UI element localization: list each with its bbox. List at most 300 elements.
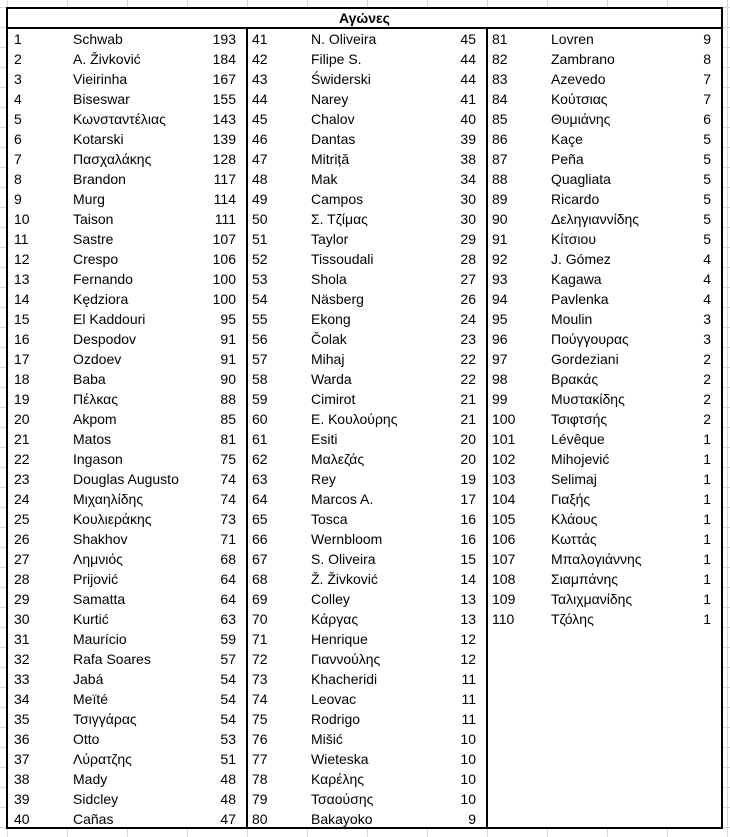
player-name-cell[interactable]: Cimirot — [311, 391, 356, 407]
player-name-cell[interactable]: Rafa Soares — [73, 651, 151, 667]
rank-cell[interactable]: 53 — [252, 271, 268, 287]
player-name-cell[interactable]: Ozdoev — [73, 351, 122, 367]
player-name-cell[interactable]: Κλάους — [551, 511, 598, 527]
appearances-cell[interactable]: 1 — [703, 431, 711, 447]
appearances-cell[interactable]: 128 — [212, 151, 236, 167]
appearances-cell[interactable]: 48 — [220, 771, 236, 787]
rank-cell[interactable]: 31 — [14, 631, 30, 647]
rank-cell[interactable]: 97 — [492, 351, 508, 367]
rank-cell[interactable]: 67 — [252, 551, 268, 567]
player-name-cell[interactable]: Gordeziani — [551, 351, 619, 367]
player-name-cell[interactable]: Despodov — [73, 331, 137, 347]
player-name-cell[interactable]: Cañas — [73, 811, 114, 827]
rank-cell[interactable]: 68 — [252, 571, 268, 587]
player-name-cell[interactable]: Jabá — [73, 671, 104, 687]
appearances-cell[interactable]: 22 — [460, 351, 476, 367]
appearances-cell[interactable]: 71 — [220, 531, 236, 547]
player-name-cell[interactable]: Čolak — [311, 331, 347, 347]
rank-cell[interactable]: 69 — [252, 591, 268, 607]
rank-cell[interactable]: 4 — [14, 91, 22, 107]
rank-cell[interactable]: 91 — [492, 231, 508, 247]
appearances-cell[interactable]: 4 — [703, 251, 711, 267]
appearances-cell[interactable]: 1 — [703, 451, 711, 467]
appearances-cell[interactable]: 91 — [220, 331, 236, 347]
rank-cell[interactable]: 79 — [252, 791, 268, 807]
appearances-cell[interactable]: 111 — [214, 211, 236, 227]
rank-cell[interactable]: 3 — [14, 71, 22, 87]
appearances-cell[interactable]: 73 — [220, 511, 236, 527]
rank-cell[interactable]: 46 — [252, 131, 268, 147]
player-name-cell[interactable]: Kagawa — [551, 271, 602, 287]
rank-cell[interactable]: 77 — [252, 751, 268, 767]
rank-cell[interactable]: 78 — [252, 771, 268, 787]
player-name-cell[interactable]: Brandon — [73, 171, 126, 187]
rank-cell[interactable]: 45 — [252, 111, 268, 127]
player-name-cell[interactable]: Mitriță — [311, 151, 350, 167]
player-name-cell[interactable]: Shakhov — [73, 531, 128, 547]
appearances-cell[interactable]: 2 — [703, 371, 711, 387]
rank-cell[interactable]: 100 — [492, 411, 516, 427]
player-name-cell[interactable]: Γιαξής — [551, 491, 591, 507]
rank-cell[interactable]: 101 — [492, 431, 516, 447]
player-name-cell[interactable]: Μαλεζάς — [311, 451, 365, 467]
appearances-cell[interactable]: 12 — [460, 631, 476, 647]
player-name-cell[interactable]: Azevedo — [551, 71, 606, 87]
rank-cell[interactable]: 9 — [14, 191, 22, 207]
player-name-cell[interactable]: Ingason — [73, 451, 123, 467]
player-name-cell[interactable]: Biseswar — [73, 91, 130, 107]
appearances-cell[interactable]: 44 — [460, 51, 476, 67]
player-name-cell[interactable]: Vieirinha — [73, 71, 128, 87]
rank-cell[interactable]: 55 — [252, 311, 268, 327]
player-name-cell[interactable]: Mihaj — [311, 351, 345, 367]
appearances-cell[interactable]: 1 — [703, 491, 711, 507]
rank-cell[interactable]: 28 — [14, 571, 30, 587]
rank-cell[interactable]: 13 — [14, 271, 30, 287]
player-name-cell[interactable]: Κούτσιας — [551, 91, 608, 107]
rank-cell[interactable]: 40 — [14, 811, 30, 827]
appearances-cell[interactable]: 2 — [703, 391, 711, 407]
rank-cell[interactable]: 62 — [252, 451, 268, 467]
appearances-cell[interactable]: 57 — [220, 651, 236, 667]
appearances-cell[interactable]: 1 — [703, 591, 711, 607]
player-name-cell[interactable]: Näsberg — [311, 291, 364, 307]
appearances-cell[interactable]: 1 — [703, 611, 711, 627]
appearances-cell[interactable]: 11 — [461, 691, 476, 707]
player-name-cell[interactable]: Prijović — [73, 571, 119, 587]
player-name-cell[interactable]: Otto — [73, 731, 100, 747]
player-name-cell[interactable]: Fernando — [73, 271, 133, 287]
player-name-cell[interactable]: Matos — [73, 431, 112, 447]
appearances-cell[interactable]: 59 — [220, 631, 236, 647]
appearances-cell[interactable]: 193 — [212, 31, 236, 47]
appearances-cell[interactable]: 45 — [460, 31, 476, 47]
appearances-cell[interactable]: 1 — [703, 511, 711, 527]
player-name-cell[interactable]: Sastre — [73, 231, 114, 247]
rank-cell[interactable]: 71 — [252, 631, 268, 647]
player-name-cell[interactable]: Douglas Augusto — [73, 471, 179, 487]
appearances-cell[interactable]: 95 — [220, 311, 236, 327]
appearances-cell[interactable]: 64 — [220, 571, 236, 587]
appearances-cell[interactable]: 1 — [703, 551, 711, 567]
rank-cell[interactable]: 8 — [14, 171, 22, 187]
appearances-cell[interactable]: 68 — [220, 551, 236, 567]
player-name-cell[interactable]: Henrique — [311, 631, 368, 647]
rank-cell[interactable]: 29 — [14, 591, 30, 607]
player-name-cell[interactable]: Pavlenka — [551, 291, 609, 307]
rank-cell[interactable]: 107 — [492, 551, 516, 567]
appearances-cell[interactable]: 88 — [220, 391, 236, 407]
appearances-cell[interactable]: 13 — [460, 591, 476, 607]
player-name-cell[interactable]: Mady — [73, 771, 108, 787]
rank-cell[interactable]: 26 — [14, 531, 30, 547]
rank-cell[interactable]: 103 — [492, 471, 516, 487]
appearances-cell[interactable]: 63 — [220, 611, 236, 627]
rank-cell[interactable]: 104 — [492, 491, 516, 507]
rank-cell[interactable]: 36 — [14, 731, 30, 747]
appearances-cell[interactable]: 34 — [460, 171, 476, 187]
rank-cell[interactable]: 59 — [252, 391, 268, 407]
rank-cell[interactable]: 23 — [14, 471, 30, 487]
appearances-cell[interactable]: 23 — [460, 331, 476, 347]
player-name-cell[interactable]: Κωττάς — [551, 531, 597, 547]
player-name-cell[interactable]: A. Živković — [73, 51, 141, 67]
appearances-cell[interactable]: 5 — [703, 171, 711, 187]
rank-cell[interactable]: 76 — [252, 731, 268, 747]
rank-cell[interactable]: 5 — [14, 111, 22, 127]
rank-cell[interactable]: 94 — [492, 291, 508, 307]
player-name-cell[interactable]: Shola — [311, 271, 347, 287]
player-name-cell[interactable]: Akpom — [73, 411, 117, 427]
rank-cell[interactable]: 21 — [14, 431, 30, 447]
appearances-cell[interactable]: 19 — [460, 471, 476, 487]
appearances-cell[interactable]: 7 — [703, 91, 711, 107]
player-name-cell[interactable]: Rodrigo — [311, 711, 361, 727]
player-name-cell[interactable]: Τσαούσης — [311, 791, 374, 807]
player-name-cell[interactable]: Ε. Κουλούρης — [311, 411, 398, 427]
appearances-cell[interactable]: 11 — [461, 711, 476, 727]
rank-cell[interactable]: 75 — [252, 711, 268, 727]
appearances-cell[interactable]: 91 — [220, 351, 236, 367]
player-name-cell[interactable]: Μυστακίδης — [551, 391, 625, 407]
rank-cell[interactable]: 10 — [14, 211, 30, 227]
appearances-cell[interactable]: 44 — [460, 71, 476, 87]
appearances-cell[interactable]: 106 — [212, 251, 236, 267]
player-name-cell[interactable]: Kotarski — [73, 131, 124, 147]
appearances-cell[interactable]: 48 — [220, 791, 236, 807]
rank-cell[interactable]: 92 — [492, 251, 508, 267]
rank-cell[interactable]: 72 — [252, 651, 268, 667]
appearances-cell[interactable]: 14 — [460, 571, 476, 587]
player-name-cell[interactable]: Dantas — [311, 131, 356, 147]
rank-cell[interactable]: 64 — [252, 491, 268, 507]
player-name-cell[interactable]: N. Oliveira — [311, 31, 377, 47]
rank-cell[interactable]: 17 — [14, 351, 30, 367]
player-name-cell[interactable]: Γιαννούλης — [311, 651, 381, 667]
player-name-cell[interactable]: Mak — [311, 171, 338, 187]
appearances-cell[interactable]: 167 — [212, 71, 236, 87]
player-name-cell[interactable]: Κωνσταντέλιας — [73, 111, 166, 127]
player-name-cell[interactable]: Leovac — [311, 691, 357, 707]
player-name-cell[interactable]: Ekong — [311, 311, 351, 327]
appearances-cell[interactable]: 100 — [212, 271, 236, 287]
appearances-cell[interactable]: 5 — [703, 231, 711, 247]
player-name-cell[interactable]: Zambrano — [551, 51, 615, 67]
rank-cell[interactable]: 25 — [14, 511, 30, 527]
rank-cell[interactable]: 27 — [14, 551, 30, 567]
rank-cell[interactable]: 37 — [14, 751, 30, 767]
appearances-cell[interactable]: 107 — [212, 231, 236, 247]
rank-cell[interactable]: 47 — [252, 151, 268, 167]
rank-cell[interactable]: 106 — [492, 531, 516, 547]
appearances-cell[interactable]: 40 — [460, 111, 476, 127]
appearances-cell[interactable]: 51 — [220, 751, 236, 767]
appearances-cell[interactable]: 16 — [460, 531, 476, 547]
appearances-cell[interactable]: 81 — [220, 431, 236, 447]
appearances-cell[interactable]: 54 — [220, 671, 236, 687]
appearances-cell[interactable]: 53 — [220, 731, 236, 747]
player-name-cell[interactable]: Kaçe — [551, 131, 583, 147]
rank-cell[interactable]: 18 — [14, 371, 30, 387]
rank-cell[interactable]: 34 — [14, 691, 30, 707]
rank-cell[interactable]: 109 — [492, 591, 516, 607]
rank-cell[interactable]: 35 — [14, 711, 30, 727]
appearances-cell[interactable]: 17 — [460, 491, 476, 507]
rank-cell[interactable]: 108 — [492, 571, 516, 587]
player-name-cell[interactable]: Marcos A. — [311, 491, 374, 507]
player-name-cell[interactable]: Τζόλης — [551, 611, 594, 627]
rank-cell[interactable]: 32 — [14, 651, 30, 667]
rank-cell[interactable]: 93 — [492, 271, 508, 287]
rank-cell[interactable]: 57 — [252, 351, 268, 367]
rank-cell[interactable]: 44 — [252, 91, 268, 107]
rank-cell[interactable]: 110 — [492, 611, 515, 627]
rank-cell[interactable]: 15 — [14, 311, 30, 327]
player-name-cell[interactable]: Μιχαηλίδης — [73, 491, 144, 507]
player-name-cell[interactable]: Ž. Živković — [311, 571, 378, 587]
rank-cell[interactable]: 6 — [14, 131, 22, 147]
rank-cell[interactable]: 1 — [14, 31, 22, 47]
player-name-cell[interactable]: Βρακάς — [551, 371, 599, 387]
player-name-cell[interactable]: Κίτσιου — [551, 231, 596, 247]
player-name-cell[interactable]: Mihojević — [551, 451, 610, 467]
rank-cell[interactable]: 88 — [492, 171, 508, 187]
rank-cell[interactable]: 43 — [252, 71, 268, 87]
player-name-cell[interactable]: Λύρατζης — [73, 751, 132, 767]
player-name-cell[interactable]: Καρέλης — [311, 771, 364, 787]
appearances-cell[interactable]: 75 — [220, 451, 236, 467]
rank-cell[interactable]: 38 — [14, 771, 30, 787]
appearances-cell[interactable]: 54 — [220, 691, 236, 707]
appearances-cell[interactable]: 1 — [703, 471, 711, 487]
rank-cell[interactable]: 33 — [14, 671, 30, 687]
rank-cell[interactable]: 80 — [252, 811, 268, 827]
rank-cell[interactable]: 89 — [492, 191, 508, 207]
rank-cell[interactable]: 63 — [252, 471, 268, 487]
appearances-cell[interactable]: 5 — [703, 191, 711, 207]
player-name-cell[interactable]: Świderski — [311, 71, 371, 87]
appearances-cell[interactable]: 117 — [213, 171, 236, 187]
player-name-cell[interactable]: Taylor — [311, 231, 349, 247]
player-name-cell[interactable]: El Kaddouri — [73, 311, 146, 327]
appearances-cell[interactable]: 10 — [460, 791, 476, 807]
rank-cell[interactable]: 56 — [252, 331, 268, 347]
player-name-cell[interactable]: Μπαλογιάννης — [551, 551, 642, 567]
player-name-cell[interactable]: Meïté — [73, 691, 109, 707]
rank-cell[interactable]: 58 — [252, 371, 268, 387]
appearances-cell[interactable]: 22 — [460, 371, 476, 387]
appearances-cell[interactable]: 2 — [703, 411, 711, 427]
player-name-cell[interactable]: Esiti — [311, 431, 338, 447]
player-name-cell[interactable]: Filipe S. — [311, 51, 362, 67]
rank-cell[interactable]: 16 — [14, 331, 30, 347]
player-name-cell[interactable]: Maurício — [73, 631, 127, 647]
player-name-cell[interactable]: Samatta — [73, 591, 126, 607]
appearances-cell[interactable]: 3 — [703, 331, 711, 347]
rank-cell[interactable]: 74 — [252, 691, 268, 707]
appearances-cell[interactable]: 12 — [460, 651, 476, 667]
appearances-cell[interactable]: 16 — [460, 511, 476, 527]
rank-cell[interactable]: 12 — [14, 251, 30, 267]
rank-cell[interactable]: 85 — [492, 111, 508, 127]
appearances-cell[interactable]: 3 — [703, 311, 711, 327]
player-name-cell[interactable]: Khacheridi — [311, 671, 378, 687]
appearances-cell[interactable]: 54 — [220, 711, 236, 727]
appearances-cell[interactable]: 20 — [460, 431, 476, 447]
player-name-cell[interactable]: Ταλιχμανίδης — [551, 591, 633, 607]
appearances-cell[interactable]: 39 — [460, 131, 476, 147]
player-name-cell[interactable]: Quagliata — [551, 171, 611, 187]
appearances-cell[interactable]: 21 — [460, 411, 476, 427]
appearances-cell[interactable]: 5 — [703, 151, 711, 167]
player-name-cell[interactable]: Chalov — [311, 111, 355, 127]
player-name-cell[interactable]: Wernbloom — [311, 531, 383, 547]
appearances-cell[interactable]: 114 — [213, 191, 236, 207]
rank-cell[interactable]: 54 — [252, 291, 268, 307]
player-name-cell[interactable]: Kędziora — [73, 291, 129, 307]
rank-cell[interactable]: 11 — [14, 231, 29, 247]
player-name-cell[interactable]: Δεληγιαννίδης — [551, 211, 640, 227]
appearances-cell[interactable]: 30 — [460, 191, 476, 207]
player-name-cell[interactable]: Κουλιεράκης — [73, 511, 152, 527]
rank-cell[interactable]: 84 — [492, 91, 508, 107]
player-name-cell[interactable]: Τσιφτσής — [551, 411, 608, 427]
rank-cell[interactable]: 22 — [14, 451, 30, 467]
player-name-cell[interactable]: Ricardo — [551, 191, 600, 207]
appearances-cell[interactable]: 30 — [460, 211, 476, 227]
player-name-cell[interactable]: Taison — [73, 211, 114, 227]
appearances-cell[interactable]: 7 — [703, 71, 711, 87]
appearances-cell[interactable]: 41 — [460, 91, 476, 107]
appearances-cell[interactable]: 15 — [460, 551, 476, 567]
player-name-cell[interactable]: Σ. Τζίμας — [311, 211, 368, 227]
appearances-cell[interactable]: 5 — [703, 131, 711, 147]
appearances-cell[interactable]: 64 — [220, 591, 236, 607]
player-name-cell[interactable]: J. Gómez — [551, 251, 611, 267]
player-name-cell[interactable]: Bakayoko — [311, 811, 373, 827]
player-name-cell[interactable]: Τσιγγάρας — [73, 711, 137, 727]
appearances-cell[interactable]: 8 — [703, 51, 711, 67]
player-name-cell[interactable]: Sidcley — [73, 791, 119, 807]
appearances-cell[interactable]: 85 — [220, 411, 236, 427]
appearances-cell[interactable]: 21 — [460, 391, 476, 407]
player-name-cell[interactable]: Πέλκας — [73, 391, 119, 407]
rank-cell[interactable]: 95 — [492, 311, 508, 327]
appearances-cell[interactable]: 100 — [212, 291, 236, 307]
rank-cell[interactable]: 14 — [14, 291, 30, 307]
rank-cell[interactable]: 65 — [252, 511, 268, 527]
appearances-cell[interactable]: 10 — [460, 771, 476, 787]
player-name-cell[interactable]: Campos — [311, 191, 364, 207]
appearances-cell[interactable]: 1 — [703, 531, 711, 547]
rank-cell[interactable]: 60 — [252, 411, 268, 427]
rank-cell[interactable]: 41 — [252, 31, 268, 47]
appearances-cell[interactable]: 5 — [703, 211, 711, 227]
player-name-cell[interactable]: Peña — [551, 151, 584, 167]
player-name-cell[interactable]: Kurtić — [73, 611, 109, 627]
player-name-cell[interactable]: Tosca — [311, 511, 348, 527]
player-name-cell[interactable]: Crespo — [73, 251, 119, 267]
appearances-cell[interactable]: 20 — [460, 451, 476, 467]
player-name-cell[interactable]: Schwab — [73, 31, 123, 47]
rank-cell[interactable]: 50 — [252, 211, 268, 227]
rank-cell[interactable]: 19 — [14, 391, 30, 407]
appearances-cell[interactable]: 4 — [703, 291, 711, 307]
rank-cell[interactable]: 73 — [252, 671, 268, 687]
rank-cell[interactable]: 30 — [14, 611, 30, 627]
appearances-cell[interactable]: 74 — [220, 471, 236, 487]
rank-cell[interactable]: 7 — [14, 151, 22, 167]
appearances-cell[interactable]: 4 — [703, 271, 711, 287]
appearances-cell[interactable]: 13 — [460, 611, 476, 627]
rank-cell[interactable]: 99 — [492, 391, 508, 407]
rank-cell[interactable]: 83 — [492, 71, 508, 87]
rank-cell[interactable]: 105 — [492, 511, 516, 527]
player-name-cell[interactable]: Colley — [311, 591, 350, 607]
rank-cell[interactable]: 24 — [14, 491, 30, 507]
appearances-cell[interactable]: 38 — [460, 151, 476, 167]
appearances-cell[interactable]: 74 — [220, 491, 236, 507]
player-name-cell[interactable]: Selimaj — [551, 471, 597, 487]
player-name-cell[interactable]: Θυμιάνης — [551, 111, 611, 127]
appearances-cell[interactable]: 90 — [220, 371, 236, 387]
player-name-cell[interactable]: S. Oliveira — [311, 551, 376, 567]
player-name-cell[interactable]: Warda — [311, 371, 352, 387]
rank-cell[interactable]: 42 — [252, 51, 268, 67]
appearances-cell[interactable]: 29 — [460, 231, 476, 247]
appearances-cell[interactable]: 9 — [703, 31, 711, 47]
rank-cell[interactable]: 66 — [252, 531, 268, 547]
player-name-cell[interactable]: Moulin — [551, 311, 593, 327]
appearances-cell[interactable]: 26 — [460, 291, 476, 307]
rank-cell[interactable]: 70 — [252, 611, 268, 627]
appearances-cell[interactable]: 6 — [703, 111, 711, 127]
rank-cell[interactable]: 61 — [252, 431, 268, 447]
appearances-cell[interactable]: 1 — [703, 571, 711, 587]
player-name-cell[interactable]: Narey — [311, 91, 349, 107]
rank-cell[interactable]: 96 — [492, 331, 508, 347]
rank-cell[interactable]: 51 — [252, 231, 268, 247]
appearances-cell[interactable]: 10 — [460, 751, 476, 767]
rank-cell[interactable]: 82 — [492, 51, 508, 67]
player-name-cell[interactable]: Λημνιός — [73, 551, 123, 567]
appearances-cell[interactable]: 10 — [460, 731, 476, 747]
rank-cell[interactable]: 98 — [492, 371, 508, 387]
appearances-cell[interactable]: 184 — [212, 51, 236, 67]
rank-cell[interactable]: 39 — [14, 791, 30, 807]
rank-cell[interactable]: 90 — [492, 211, 508, 227]
rank-cell[interactable]: 20 — [14, 411, 30, 427]
